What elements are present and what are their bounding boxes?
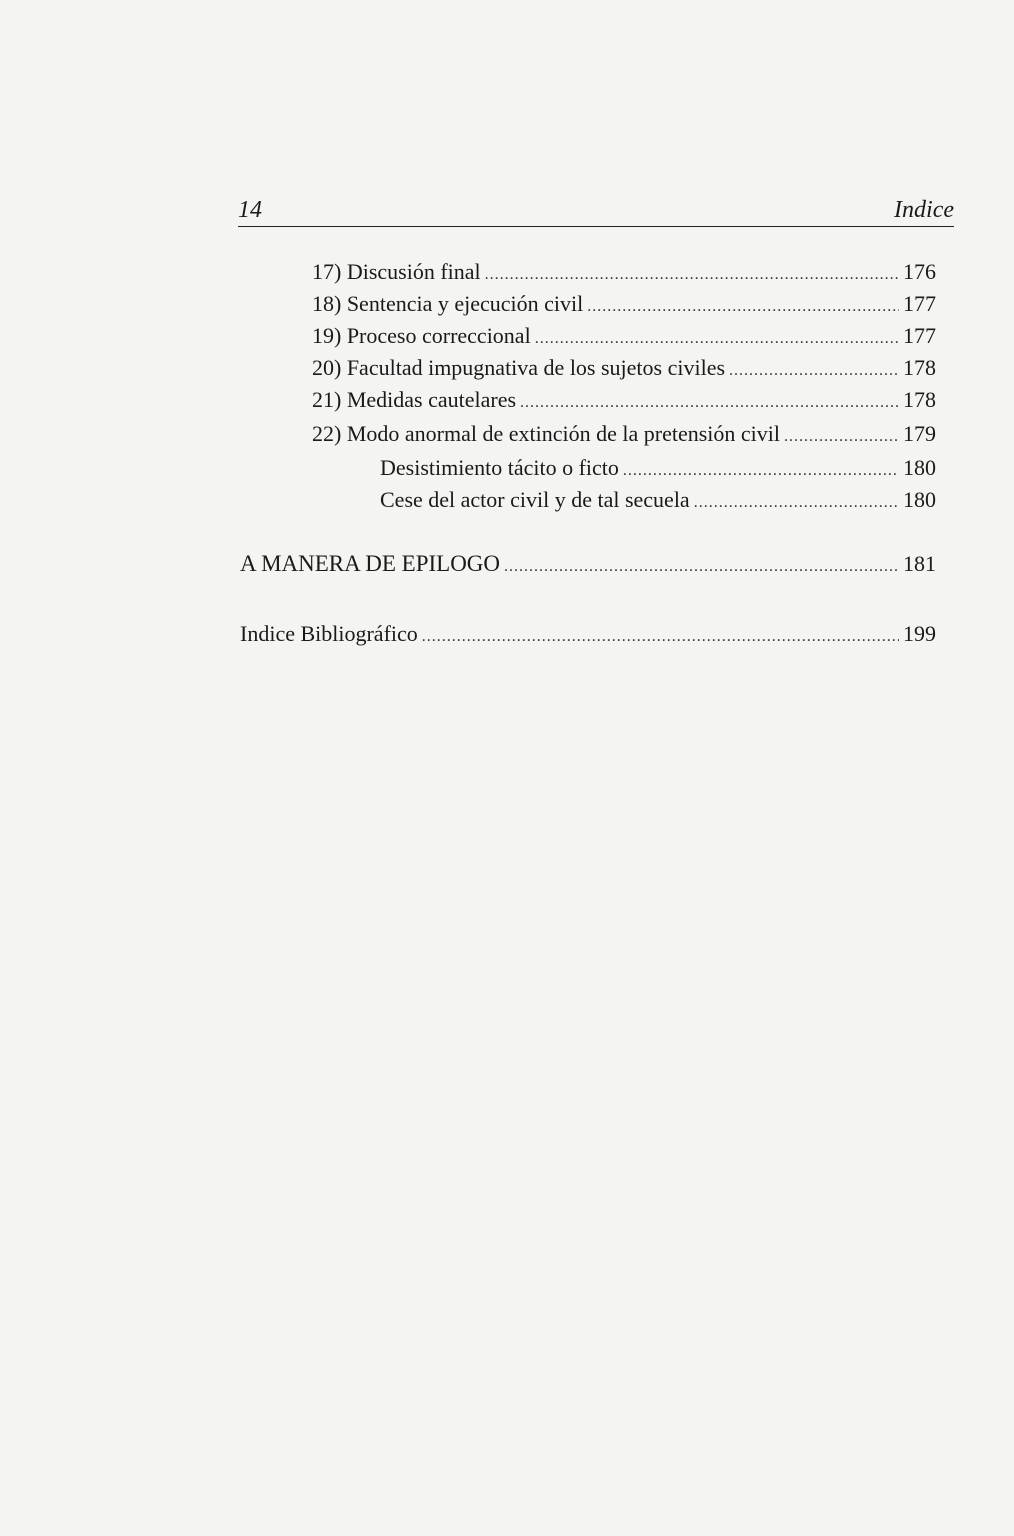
toc-entry-bibliography <box>240 620 936 651</box>
toc-entry <box>312 322 936 353</box>
toc-entry-label: Cese del actor civil y de tal secuela <box>380 487 690 512</box>
dot-leader <box>694 489 899 517</box>
dot-leader <box>485 261 899 289</box>
toc-entry-page: 177 <box>903 291 936 316</box>
toc-entry-page: 178 <box>903 355 936 380</box>
toc-entry-page: 181 <box>903 551 936 576</box>
toc-entry-label: 18) Sentencia y ejecución civil <box>312 291 584 316</box>
dot-leader <box>504 553 899 581</box>
toc-entry <box>312 290 936 321</box>
dot-leader <box>729 357 899 385</box>
toc-entry-page: 199 <box>903 621 936 646</box>
toc-entry <box>312 386 936 417</box>
dot-leader <box>422 623 899 651</box>
dot-leader <box>535 325 899 353</box>
page-header <box>238 190 954 227</box>
running-title: Indice <box>894 197 954 223</box>
toc-entry-epilogue <box>240 550 936 581</box>
toc-entry <box>312 258 936 289</box>
toc-entry <box>380 454 936 485</box>
toc-entry-label: 19) Proceso correccional <box>312 323 531 348</box>
toc-entry-page: 180 <box>903 487 936 512</box>
dot-leader <box>623 457 899 485</box>
toc-entry-label: 22) Modo anormal de extinción de la pretensión civil <box>312 421 780 446</box>
toc-entry-page: 178 <box>903 387 936 412</box>
toc-entry-label: 17) Discusión final <box>312 259 481 284</box>
toc-entry-label: Desistimiento tácito o ficto <box>380 455 619 480</box>
dot-leader <box>784 423 899 451</box>
toc-entry <box>380 486 936 517</box>
toc-entry <box>312 420 936 451</box>
toc-entry-label: 21) Medidas cautelares <box>312 387 517 412</box>
toc-entry-page: 179 <box>903 421 936 446</box>
toc-entry-page: 180 <box>903 455 936 480</box>
toc-entry <box>312 354 936 385</box>
toc-entry-page: 176 <box>903 259 936 284</box>
toc-entry-label: 20) Facultad impugnativa de los sujetos civiles <box>312 355 726 380</box>
toc-entry-label: Indice Bibliográfico <box>240 621 418 646</box>
page-number: 14 <box>238 197 262 223</box>
toc-entry-label: A MANERA DE EPILOGO <box>240 551 501 576</box>
dot-leader <box>520 389 899 417</box>
dot-leader <box>587 293 899 321</box>
toc-entry-page: 177 <box>903 323 936 348</box>
